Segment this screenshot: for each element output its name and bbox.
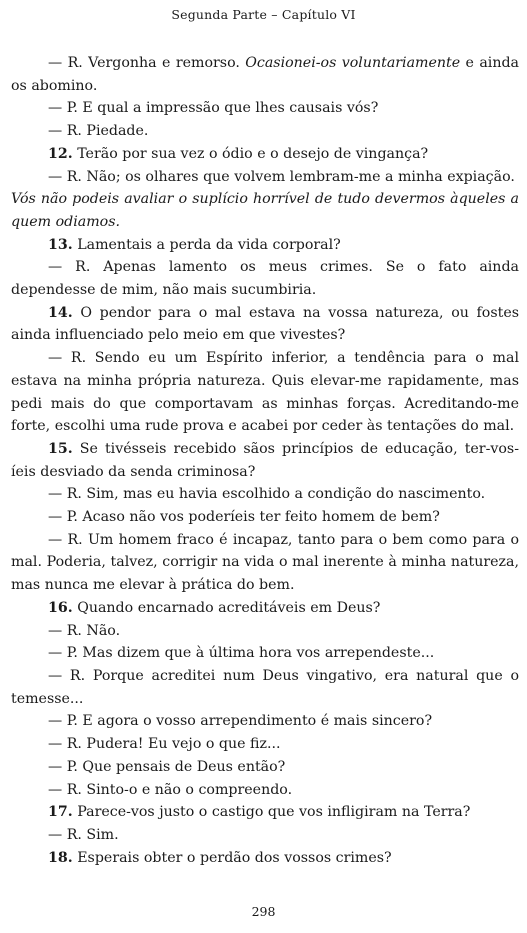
- numbered-question: [11, 302, 519, 347]
- italic-paragraph: Vós não podeis avaliar o suplício horrível de tudo devermos àqueles a quem odiamos.: [11, 191, 519, 230]
- page-body: [11, 52, 519, 869]
- text-run: — R. Vergonha e remorso.: [48, 55, 246, 71]
- question-text: O pendor para o mal estava na vossa natureza, ou fostes ainda influenciado pelo meio em que vivestes?: [11, 304, 519, 344]
- question-paragraph: — P. E agora o vosso arrependimento é mais sincero?: [48, 713, 433, 730]
- question-text: Terão por sua vez o ódio e o desejo de vingança?: [72, 145, 429, 162]
- numbered-question: [11, 234, 519, 257]
- answer-paragraph: — R. Não; os olhares que volvem lembram-me a minha expiação.: [48, 168, 515, 185]
- emphasis-text: Ocasionei-os voluntariamente: [245, 55, 461, 71]
- answer-paragraph: [11, 52, 519, 97]
- question-text: Quando encarnado acreditáveis em Deus?: [72, 599, 381, 616]
- question-number: 14.: [48, 304, 73, 321]
- numbered-question: [11, 847, 519, 870]
- question-number: 16.: [48, 599, 73, 616]
- question-text: Esperais obter o perdão dos vossos crimes?: [72, 849, 392, 866]
- answer-paragraph: — R. Sendo eu um Espírito inferior, a tendência para o mal estava na minha própria natureza. Quis elevar-me rapidamente, mas pedi mais do que comportavam as minhas forças. Acreditando-me forte, escolhi uma rude prova e acabei por ceder às tentações do mal.: [11, 350, 519, 435]
- question-text: Se tivésseis recebido sãos princípios de educação, ter-vos-íeis desviado da senda criminosa?: [11, 440, 519, 480]
- question-number: 13.: [48, 236, 73, 253]
- numbered-question: [11, 597, 519, 620]
- numbered-question: [11, 438, 519, 483]
- numbered-question: [11, 801, 519, 824]
- question-paragraph: — P. Mas dizem que à última hora vos arrependeste...: [48, 645, 435, 662]
- text-run: e ainda os abomino.: [11, 55, 519, 94]
- question-text: Lamentais a perda da vida corporal?: [72, 236, 341, 253]
- question-number: 17.: [48, 804, 73, 821]
- answer-paragraph: — R. Sinto-o e não o compreendo.: [48, 781, 293, 798]
- answer-paragraph: — R. Porque acreditei num Deus vingativo, era natural que o temesse...: [11, 667, 519, 707]
- answer-paragraph: — R. Um homem fraco é incapaz, tanto para o bem como para o mal. Poderia, talvez, corrigir na vida o mal inerente à minha natureza, mas nunca me elevar à prática do bem.: [11, 531, 519, 594]
- question-number: 15.: [48, 440, 73, 457]
- answer-paragraph: — R. Sim, mas eu havia escolhido a condição do nascimento.: [48, 486, 486, 503]
- numbered-question: [11, 143, 519, 166]
- question-paragraph: — P. E qual a impressão que lhes causais vós?: [48, 100, 379, 117]
- question-number: 18.: [48, 849, 73, 866]
- question-paragraph: — P. Que pensais de Deus então?: [48, 758, 286, 775]
- page-number: 298: [251, 904, 276, 919]
- answer-paragraph: — R. Sim.: [48, 826, 119, 843]
- question-number: 12.: [48, 145, 73, 162]
- answer-paragraph: — R. Apenas lamento os meus crimes. Se o fato ainda dependesse de mim, não mais sucumbiria.: [11, 259, 519, 299]
- answer-paragraph: — R. Não.: [48, 622, 121, 639]
- question-text: Parece-vos justo o castigo que vos infligiram na Terra?: [72, 804, 471, 821]
- running-header: Segunda Parte – Capítulo VI: [171, 7, 356, 22]
- question-paragraph: — P. Acaso não vos poderíeis ter feito homem de bem?: [48, 509, 440, 526]
- answer-paragraph: — R. Pudera! Eu vejo o que fiz...: [48, 736, 281, 753]
- answer-paragraph: — R. Piedade.: [48, 123, 149, 140]
